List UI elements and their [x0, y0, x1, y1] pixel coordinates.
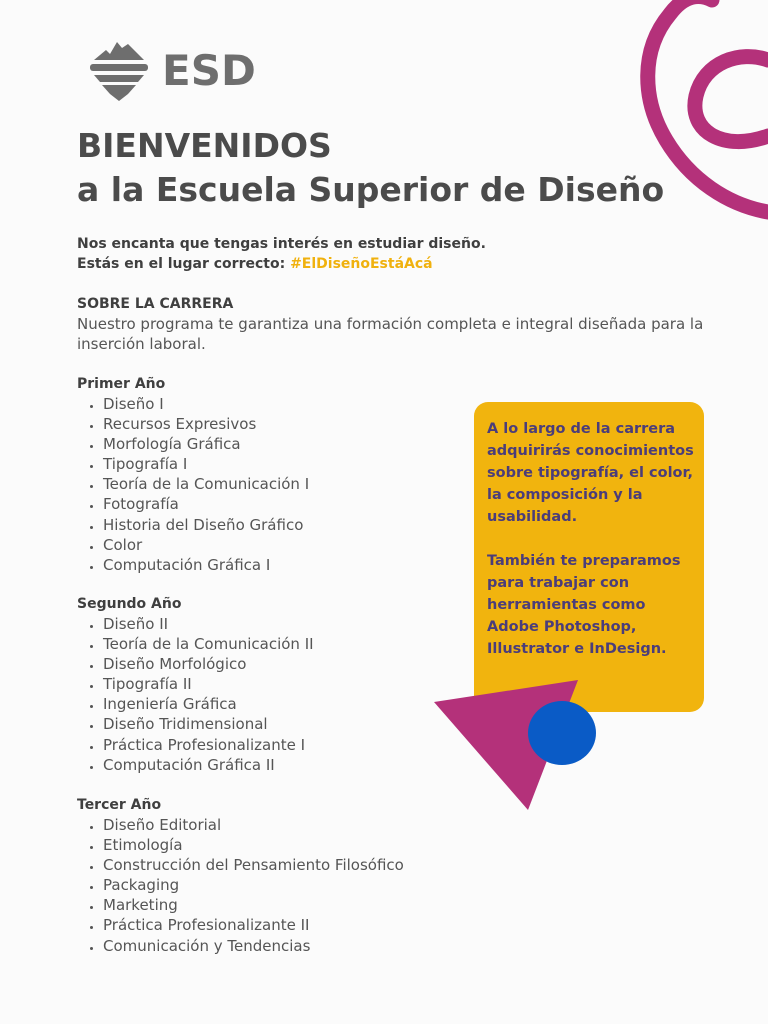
year-section-3 [77, 795, 404, 956]
mountain-icon [88, 38, 150, 102]
title-line-2: a la Escuela Superior de Diseño [77, 170, 665, 209]
subject-item: • Construcción del Pensamiento Filosófico [103, 855, 404, 875]
subject-item: • Recursos Expresivos [103, 414, 309, 434]
esd-logo [88, 38, 256, 102]
subject-item: • Historia del Diseño Gráfico [103, 515, 309, 535]
intro-line-1: Nos encanta que tengas interés en estudiar diseño. [77, 236, 486, 252]
subject-item: • Teoría de la Comunicación II [103, 634, 314, 654]
subject-item: • Tipografía I [103, 454, 309, 474]
title-line-1: BIENVENIDOS [77, 126, 332, 165]
subject-list [77, 394, 309, 575]
subject-item: • Ingeniería Gráfica [103, 694, 314, 714]
card-paragraph-1: A lo largo de la carrera adquirirás conocimientos sobre tipografía, el color, la composición y la usabilidad. [487, 421, 694, 525]
subject-item: • Computación Gráfica II [103, 755, 314, 775]
subject-item: • Práctica Profesionalizante II [103, 915, 404, 935]
year-title: Tercer Año [77, 797, 162, 813]
info-card [474, 402, 704, 712]
year-title: Segundo Año [77, 596, 182, 612]
subject-item: • Diseño I [103, 394, 309, 414]
subject-item: • Packaging [103, 875, 404, 895]
subject-item: • Fotografía [103, 494, 309, 514]
subject-list [77, 815, 404, 956]
subject-item: • Computación Gráfica I [103, 555, 309, 575]
page-title [77, 124, 664, 212]
year-section-1 [77, 374, 309, 575]
subject-item: • Teoría de la Comunicación I [103, 474, 309, 494]
subject-item: • Diseño Editorial [103, 815, 404, 835]
subject-list [77, 614, 314, 775]
intro-text [77, 234, 486, 274]
subject-item: • Tipografía II [103, 674, 314, 694]
subject-item: • Diseño II [103, 614, 314, 634]
card-paragraph-2: También te preparamos para trabajar con herramientas como Adobe Photoshop, Illustrator e InDesign. [487, 553, 681, 657]
subject-item: • Etimología [103, 835, 404, 855]
intro-line-2: Estás en el lugar correcto: [77, 256, 291, 272]
subject-item: • Diseño Tridimensional [103, 714, 314, 734]
blue-circle-decoration [526, 699, 598, 767]
subject-item: • Morfología Gráfica [103, 434, 309, 454]
hashtag: #ElDiseñoEstáAcá [290, 256, 433, 272]
logo-text: ESD [162, 45, 256, 95]
year-title: Primer Año [77, 376, 166, 392]
subject-item: • Práctica Profesionalizante I [103, 735, 314, 755]
about-text: Nuestro programa te garantiza una formación completa e integral diseñada para la inserción laboral. [77, 315, 704, 353]
subject-item: • Diseño Morfológico [103, 654, 314, 674]
subject-item: • Comunicación y Tendencias [103, 936, 404, 956]
about-heading: SOBRE LA CARRERA [77, 296, 234, 312]
subject-item: • Color [103, 535, 309, 555]
year-section-2 [77, 594, 314, 775]
subject-item: • Marketing [103, 895, 404, 915]
